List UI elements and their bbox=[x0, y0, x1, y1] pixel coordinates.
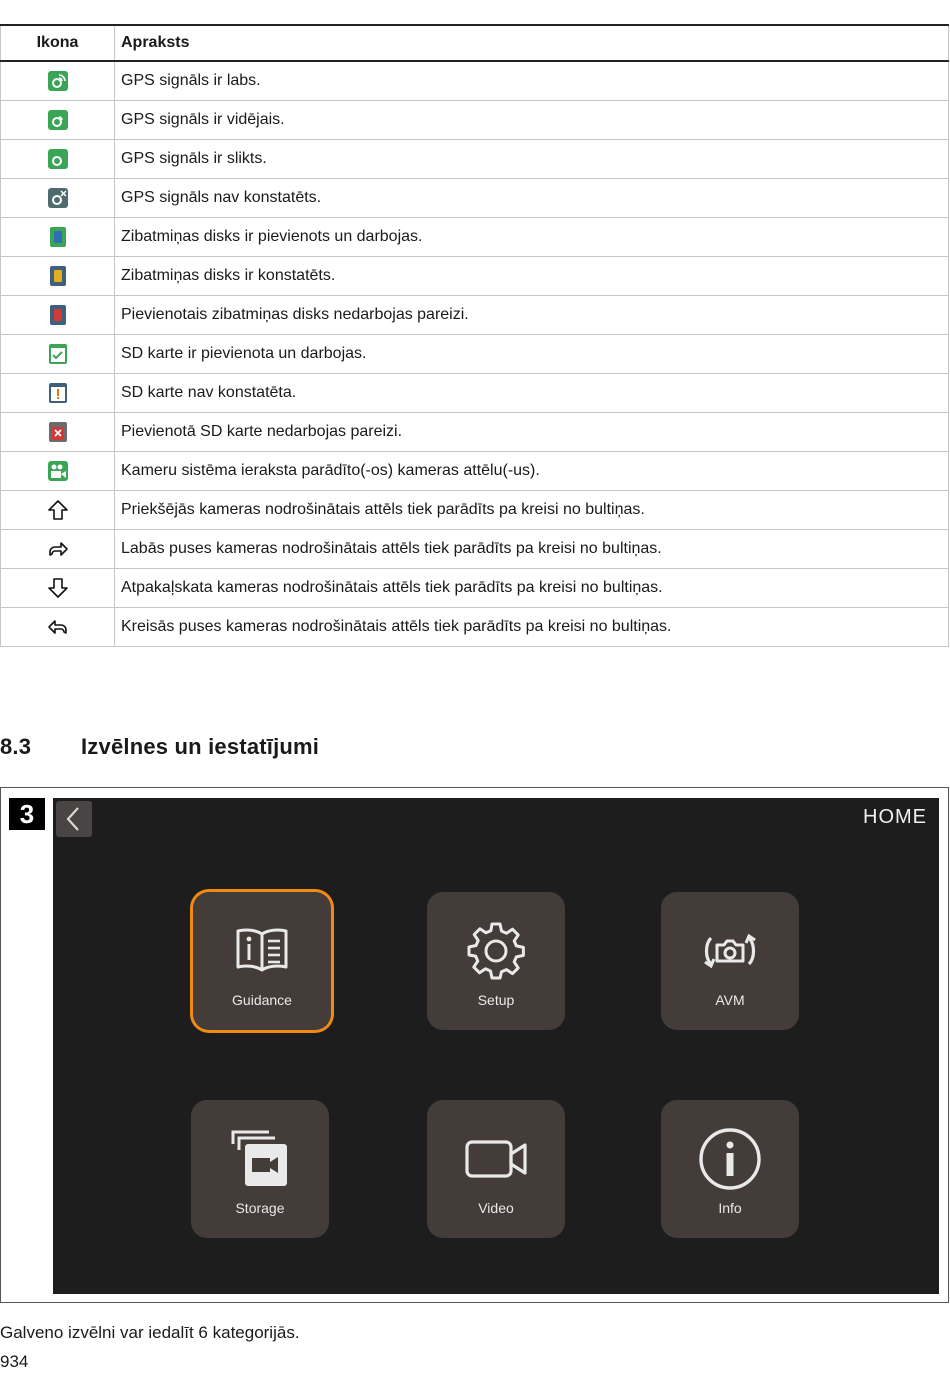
table-row bbox=[1, 61, 949, 101]
row-description: Zibatmiņas disks ir konstatēts. bbox=[115, 257, 949, 296]
arrow-right-icon bbox=[47, 538, 69, 560]
table-row bbox=[1, 530, 949, 569]
arrow-left-icon bbox=[47, 616, 69, 638]
sd-ok-icon bbox=[47, 343, 69, 365]
usb-detected-icon bbox=[47, 265, 69, 287]
row-description: SD karte ir pievienota un darbojas. bbox=[115, 335, 949, 374]
row-description: GPS signāls ir slikts. bbox=[115, 140, 949, 179]
info-icon bbox=[695, 1124, 765, 1194]
gps-good-icon bbox=[47, 70, 69, 92]
row-description: Pievienotais zibatmiņas disks nedarbojas pareizi. bbox=[115, 296, 949, 335]
row-description: GPS signāls ir vidējais. bbox=[115, 101, 949, 140]
table-row bbox=[1, 101, 949, 140]
table-row bbox=[1, 296, 949, 335]
tile-label: Setup bbox=[477, 992, 515, 1008]
camera-recording-icon bbox=[47, 460, 69, 482]
avm-tile[interactable] bbox=[661, 892, 799, 1030]
gps-medium-icon bbox=[47, 109, 69, 131]
setup-tile[interactable] bbox=[427, 892, 565, 1030]
usb-error-icon bbox=[47, 304, 69, 326]
info-tile[interactable] bbox=[661, 1100, 799, 1238]
section-heading bbox=[0, 734, 319, 760]
row-description: Zibatmiņas disks ir pievienots un darbojas. bbox=[115, 218, 949, 257]
arrow-down-icon bbox=[47, 577, 69, 599]
storage-tile[interactable] bbox=[191, 1100, 329, 1238]
table-row bbox=[1, 491, 949, 530]
figure-caption: Galveno izvēlni var iedalīt 6 kategorijās. bbox=[0, 1323, 300, 1342]
row-description: Kreisās puses kameras nodrošinātais attēls tiek parādīts pa kreisi no bultiņas. bbox=[115, 608, 949, 647]
row-description: GPS signāls ir labs. bbox=[115, 61, 949, 101]
row-description: SD karte nav konstatēta. bbox=[115, 374, 949, 413]
camera-rotate-icon bbox=[695, 916, 765, 986]
tile-label: Video bbox=[478, 1200, 514, 1216]
chevron-left-icon bbox=[56, 801, 92, 837]
column-header-description: Apraksts bbox=[115, 25, 949, 61]
row-description: Kameru sistēma ieraksta parādīto(-os) kameras attēlu(-us). bbox=[115, 452, 949, 491]
table-row bbox=[1, 452, 949, 491]
tile-label: Info bbox=[718, 1200, 742, 1216]
figure-label: 3 bbox=[9, 798, 45, 830]
screen-title: HOME bbox=[863, 806, 927, 828]
row-description: Atpakaļskata kameras nodrošinātais attēls tiek parādīts pa kreisi no bultiņas. bbox=[115, 569, 949, 608]
row-description: Pievienotā SD karte nedarbojas pareizi. bbox=[115, 413, 949, 452]
sd-error-icon bbox=[47, 421, 69, 443]
row-description: Labās puses kameras nodrošinātais attēls tiek parādīts pa kreisi no bultiņas. bbox=[115, 530, 949, 569]
row-description: GPS signāls nav konstatēts. bbox=[115, 179, 949, 218]
table-row bbox=[1, 179, 949, 218]
usb-connected-icon bbox=[47, 226, 69, 248]
tile-label: Storage bbox=[235, 1200, 285, 1216]
table-row bbox=[1, 257, 949, 296]
icon-table bbox=[0, 24, 949, 647]
gps-none-icon bbox=[47, 187, 69, 209]
row-description: Priekšējās kameras nodrošinātais attēls tiek parādīts pa kreisi no bultiņas. bbox=[115, 491, 949, 530]
back-button[interactable] bbox=[56, 801, 92, 837]
table-row bbox=[1, 140, 949, 179]
tile-label: AVM bbox=[715, 992, 745, 1008]
section-number: 8.3 bbox=[0, 734, 32, 759]
table-row bbox=[1, 413, 949, 452]
video-tile[interactable] bbox=[427, 1100, 565, 1238]
storage-icon bbox=[225, 1124, 295, 1194]
sd-missing-icon bbox=[47, 382, 69, 404]
column-header-icon: Ikona bbox=[1, 25, 115, 61]
arrow-up-icon bbox=[47, 499, 69, 521]
figure-home-menu bbox=[0, 787, 949, 1303]
tile-label: Guidance bbox=[232, 992, 292, 1008]
table-row bbox=[1, 569, 949, 608]
table-row bbox=[1, 608, 949, 647]
guidance-tile[interactable] bbox=[193, 892, 331, 1030]
section-title: Izvēlnes un iestatījumi bbox=[81, 734, 320, 759]
gear-icon bbox=[461, 916, 531, 986]
video-camera-icon bbox=[461, 1124, 531, 1194]
table-row bbox=[1, 218, 949, 257]
home-screen bbox=[53, 798, 939, 1294]
page-number: 934 bbox=[0, 1352, 29, 1371]
table-row bbox=[1, 335, 949, 374]
table-row bbox=[1, 374, 949, 413]
table-header-row bbox=[1, 25, 949, 61]
book-info-icon bbox=[227, 916, 297, 986]
gps-poor-icon bbox=[47, 148, 69, 170]
